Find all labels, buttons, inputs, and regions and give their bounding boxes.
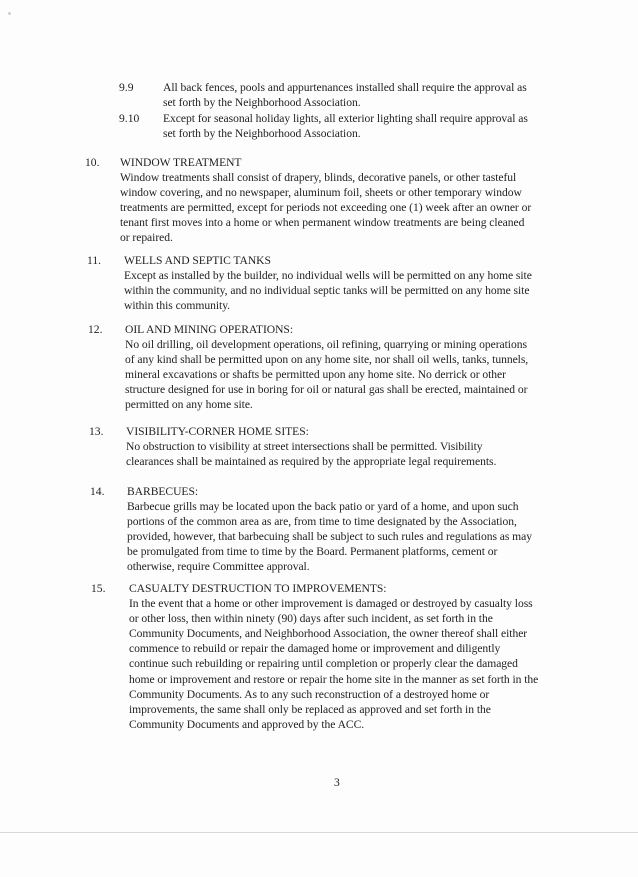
section-heading: OIL AND MINING OPERATIONS: bbox=[125, 323, 293, 336]
subsection-9-10 bbox=[163, 111, 573, 141]
section-15-casualty bbox=[129, 581, 589, 732]
subsection-number: 9.10 bbox=[119, 112, 140, 125]
section-number: 10. bbox=[85, 156, 100, 169]
page-number: 3 bbox=[334, 776, 340, 789]
section-text: Except as installed by the builder, no individual wells will be permitted on any home site within the community, and no individual septic tanks will be permitted on any home site within this community. bbox=[124, 269, 532, 313]
section-text: In the event that a home or other improvement is damaged or destroyed by casualty loss or other loss, then within ninety (90) days after such incident, as set forth in the Community Documents, and Neighborhood Association, the owner thereof shall either commence to rebuild or repair the damaged home or improvement and diligently continue such rebuilding or repairing until completion or properly clear the damaged home or improvement and restore or repair the home site in the manner as set forth in the Community Documents. As to any such reconstruction of a destroyed home or improvements, the same shall only be replaced as approved and set forth in the Community Documents and approved by the ACC. bbox=[129, 597, 539, 731]
section-heading: WELLS AND SEPTIC TANKS bbox=[124, 254, 271, 267]
section-text: No oil drilling, oil development operations, oil refining, quarrying or mining operations of any kind shall be permitted upon on any home site, nor shall oil wells, tanks, tunnels, mineral excavations or shafts be permitted upon any home site. No derrick or other structure designed for use in boring for oil or natural gas shall be erected, maintained or permitted on any home site. bbox=[125, 338, 529, 412]
section-text: Window treatments shall consist of drapery, blinds, decorative panels, or other tasteful window covering, and no newspaper, aluminum foil, sheets or other temporary window treatments are permitted, except for periods not exceeding one (1) week after an owner or tenant first moves into a home or when permanent window treatments are being cleaned or repaired. bbox=[120, 171, 532, 245]
section-number: 11. bbox=[87, 254, 102, 267]
subsection-number: 9.9 bbox=[119, 81, 134, 94]
section-text: No obstruction to visibility at street intersections shall be permitted. Visibility clearances shall be maintained as required by the appropriate legal requirements. bbox=[126, 440, 497, 469]
subsection-text: All back fences, pools and appurtenances installed shall require the approval as set forth by the Neighborhood Association. bbox=[163, 81, 527, 110]
section-number: 13. bbox=[89, 425, 104, 438]
subsection-text: Except for seasonal holiday lights, all exterior lighting shall require approval as set forth by the Neighborhood Association. bbox=[163, 112, 528, 141]
scan-speck bbox=[8, 12, 11, 15]
subsection-9-9 bbox=[163, 80, 573, 110]
section-10-window-treatment bbox=[120, 155, 580, 246]
section-number: 14. bbox=[90, 485, 105, 498]
section-heading: VISIBILITY-CORNER HOME SITES: bbox=[126, 425, 309, 438]
section-11-wells-septic bbox=[124, 253, 584, 313]
section-number: 15. bbox=[91, 582, 106, 595]
section-12-oil-mining bbox=[125, 322, 585, 413]
section-text: Barbecue grills may be located upon the back patio or yard of a home, and upon such portions of the common area as are, from time to time designated by the Association, provided, however, that barbecuing shall be subject to such rules and regulations as may be promulgated from time to time by the Board. Permanent platforms, cement or otherwise, require Committee approval. bbox=[127, 500, 532, 574]
section-number: 12. bbox=[88, 323, 103, 336]
section-14-barbecues bbox=[127, 484, 587, 575]
section-heading: CASUALTY DESTRUCTION TO IMPROVEMENTS: bbox=[129, 582, 387, 595]
section-heading: WINDOW TREATMENT bbox=[120, 156, 242, 169]
scan-edge-line bbox=[0, 832, 638, 833]
section-13-visibility bbox=[126, 424, 586, 469]
section-heading: BARBECUES: bbox=[127, 485, 199, 498]
